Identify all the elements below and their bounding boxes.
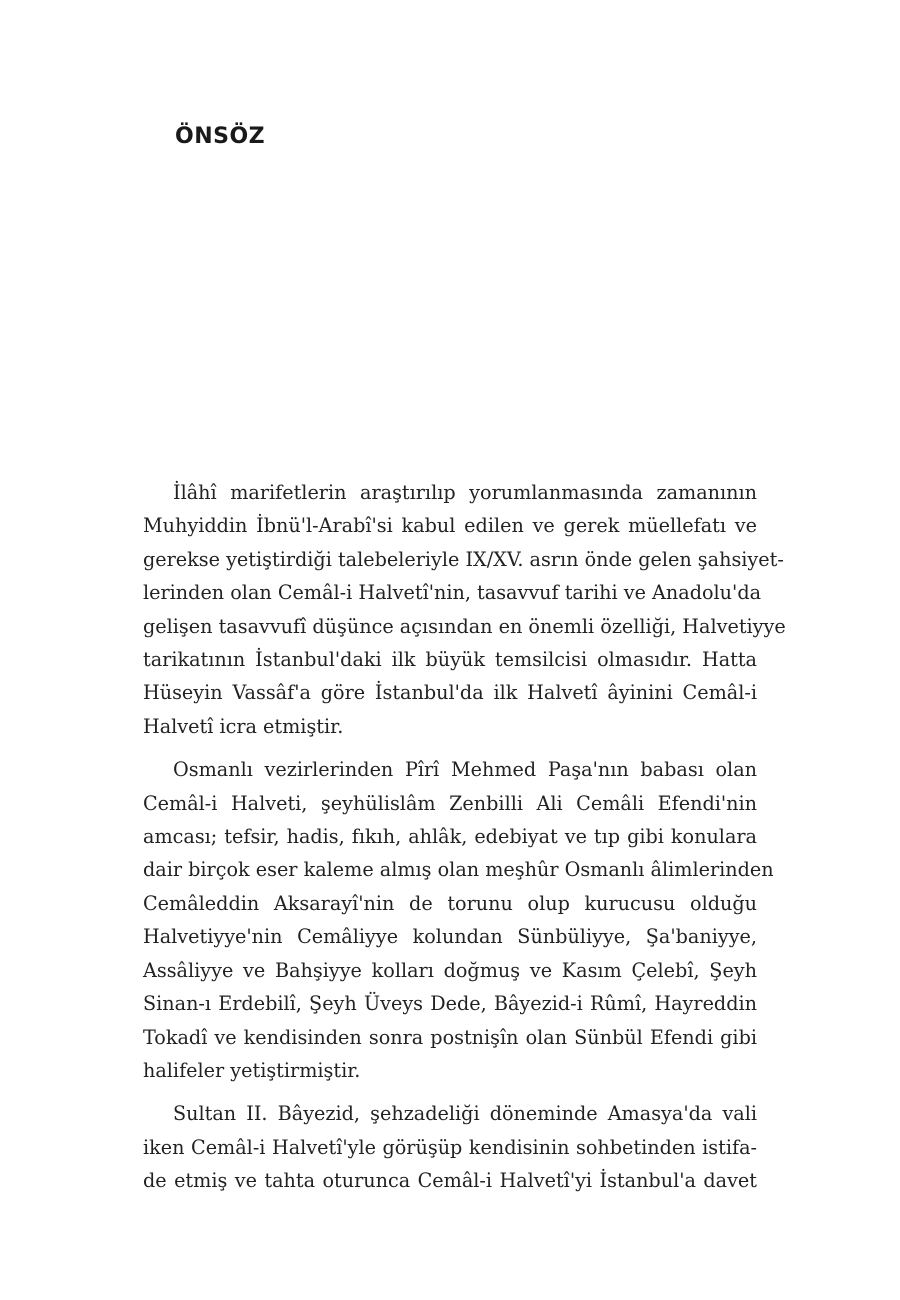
text-line: Halvetî icra etmiştir. <box>143 714 344 738</box>
text-line: lerinden olan Cemâl-i Halvetî'nin, tasavvuf tarihi ve Anadolu'da <box>143 581 762 605</box>
text-line: Cemâleddin Aksarayî'nin de torunu olup kurucusu olduğu <box>143 891 757 915</box>
text-line: Cemâl-i Halveti, şeyhülislâm Zenbilli Ali Cemâli Efendi'nin <box>143 791 757 815</box>
paragraph-3 <box>143 1097 757 1197</box>
text-line: iken Cemâl-i Halvetî'yle görüşüp kendisinin sohbetinden istifa- <box>143 1135 757 1159</box>
text-line: Halvetiyye'nin Cemâliyye kolundan Sünbüliyye, Şa'baniyye, <box>143 925 757 949</box>
text-line: Osmanlı vezirlerinden Pîrî Mehmed Paşa'nın babası olan <box>173 758 757 782</box>
text-line: Tokadî ve kendisinden sonra postnişîn olan Sünbül Efendi gibi <box>143 1025 757 1049</box>
text-line: dair birçok eser kaleme almış olan meşhûr Osmanlı âlimlerinden <box>143 858 774 882</box>
text-line: Hüseyin Vassâf'a göre İstanbul'da ilk Halvetî âyinini Cemâl-i <box>143 681 757 705</box>
text-line: Muhyiddin İbnü'l-Arabî'si kabul edilen ve gerek müellefatı ve <box>143 514 757 538</box>
text-line: gerekse yetiştirdiği talebeleriyle IX/XV. asrın önde gelen şahsiyet- <box>143 547 784 571</box>
text-line: amcası; tefsir, hadis, fıkıh, ahlâk, edebiyat ve tıp gibi konulara <box>143 825 757 849</box>
paragraph-2 <box>143 753 774 1087</box>
text-line: Assâliyye ve Bahşiyye kolları doğmuş ve Kasım Çelebî, Şeyh <box>143 958 757 982</box>
body-text <box>143 476 786 1208</box>
text-line: gelişen tasavvufî düşünce açısından en önemli özelliği, Halvetiyye <box>143 614 786 638</box>
paragraph-1 <box>143 476 786 743</box>
text-line: tarikatının İstanbul'daki ilk büyük temsilcisi olmasıdır. Hatta <box>143 648 757 672</box>
text-line: Sinan-ı Erdebilî, Şeyh Üveys Dede, Bâyezid-i Rûmî, Hayreddin <box>143 992 757 1016</box>
page-title: ÖNSÖZ <box>175 124 266 149</box>
text-line: halifeler yetiştirmiştir. <box>143 1058 361 1082</box>
text-line: de etmiş ve tahta oturunca Cemâl-i Halvetî'yi İstanbul'a davet <box>143 1169 757 1193</box>
text-line: Sultan II. Bâyezid, şehzadeliği döneminde Amasya'da vali <box>173 1102 757 1126</box>
text-line: İlâhî marifetlerin araştırılıp yorumlanmasında zamanının <box>173 481 757 504</box>
